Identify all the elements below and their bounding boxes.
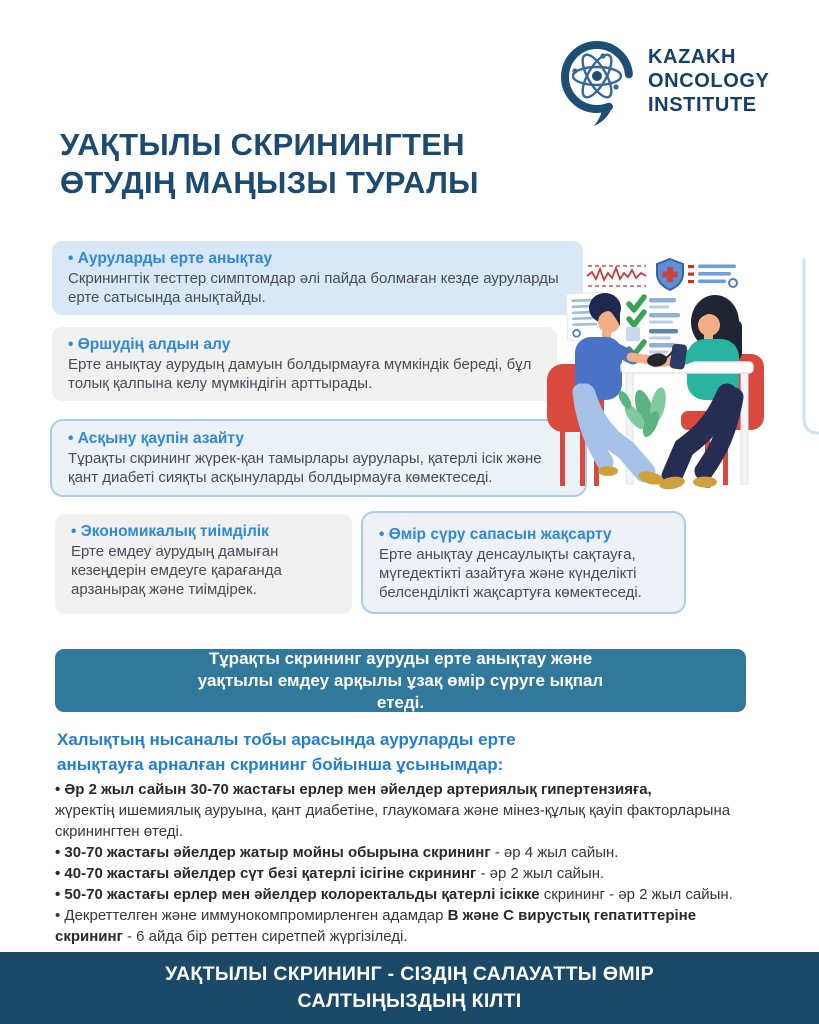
conclusion-banner: Тұрақты скрининг ауруды ерте анықтау және уақтылы емдеу арқылы ұзақ өмір сүруге ықпал етеді.	[55, 649, 746, 712]
report-list-icon	[688, 265, 737, 288]
recommendations-heading: Халықтың нысаналы тобы арасында ауруларды ерте анықтауға арналған скрининг бойынша ұсынымдар:	[57, 730, 516, 774]
list-item-bold: • 40-70 жастағы әйелдер сүт безі қатерлі ісігіне скрининг	[55, 865, 477, 882]
list-item	[55, 863, 755, 884]
list-item	[55, 905, 755, 947]
list-item	[55, 842, 755, 863]
patient-figure	[658, 295, 742, 491]
card-title: • Экономикалық тиімділік	[71, 523, 269, 540]
screening-illustration	[545, 242, 819, 492]
logo-line-1: KAZAKH	[648, 46, 737, 68]
logo-text	[648, 45, 769, 117]
list-item-text: - әр 2 жыл сайын.	[476, 865, 605, 882]
benefit-card-early-detection	[52, 241, 583, 315]
list-item-bold: • 30-70 жастағы әйелдер жатыр мойны обырына скрининг	[55, 844, 491, 861]
recommendations-list	[55, 779, 755, 947]
list-item-text: жүректің ишемиялық ауруына, қант диабетіне, глаукомаға және мінез-құлық қауіп факторларына скринингтен өтеді.	[55, 802, 731, 840]
ecg-icon	[587, 266, 646, 286]
card-body: Ерте емдеу аурудың дамыған кезеңдерін емдеуге қарағанда арзанырақ және тиімдірек.	[71, 543, 282, 598]
card-body: Ерте анықтау аурудың дамуын болдырмауға мүмкіндік береді, бұл толық қалпына келу мүмкіндігін арттырады.	[68, 356, 532, 392]
list-item-text: скрининг - әр 2 жыл сайын.	[539, 886, 733, 903]
benefit-card-risk-reduction	[50, 419, 587, 497]
checklist-icon	[626, 297, 680, 355]
logo-line-3: INSTITUTE	[648, 94, 757, 116]
card-body: Ерте анықтау денсаулықты сақтауға, мүгедектікті азайтуға және күнделікті белсенділікті жақсартуға көмектеседі.	[379, 546, 642, 601]
atom-swoosh-icon	[556, 34, 638, 128]
shield-cross-icon	[657, 259, 683, 290]
benefit-card-economic	[55, 514, 352, 614]
benefit-card-prevention	[52, 327, 557, 401]
list-item	[55, 779, 755, 842]
title-line-1: УАҚТЫЛЫ СКРИНИНГТЕН	[60, 127, 465, 162]
benefit-card-quality-of-life	[361, 511, 686, 614]
card-title: • Өмір сүру сапасын жақсарту	[379, 526, 612, 543]
list-item-bold: • Әр 2 жыл сайын 30-70 жастағы ерлер мен әйелдер артериялық гипертензияға,	[55, 781, 652, 798]
list-item-text: - 6 айда бір реттен сиретпей жүргізіледі.	[122, 928, 408, 945]
list-item	[55, 884, 755, 905]
logo	[556, 34, 769, 128]
list-item-bold: В және С вирустық гепатиттеріне скрининг	[55, 907, 697, 945]
card-title: • Ауруларды ерте анықтау	[68, 250, 273, 267]
card-title: • Өршудің алдын алу	[68, 336, 231, 353]
list-item-text: - әр 4 жыл сайын.	[490, 844, 619, 861]
list-item-text: • Декреттелген және иммунокомпромирленген адамдар	[55, 907, 448, 924]
title-line-2: ӨТУДІҢ МАҢЫЗЫ ТУРАЛЫ	[60, 165, 479, 200]
wall-deco-line	[804, 260, 818, 433]
card-title: • Асқыну қаупін азайту	[68, 430, 245, 447]
card-body: Скринингтік тесттер симптомдар әлі пайда болмаған кезде ауруларды ерте сатысында анықтайды.	[68, 270, 559, 306]
card-body: Тұрақты скрининг жүрек-қан тамырлары аурулары, қатерлі ісік және қант диабеті сияқты асқынуларды болдырмауға көмектеседі.	[68, 450, 542, 486]
page-title	[60, 126, 479, 202]
footer-slogan: УАҚТЫЛЫ СКРИНИНГ - СІЗДІҢ САЛАУАТТЫ ӨМІР САЛТЫҢЫЗДЫҢ КІЛТІ	[0, 952, 819, 1024]
logo-line-2: ONCOLOGY	[648, 70, 770, 92]
list-item-bold: • 50-70 жастағы ерлер мен әйелдер колоректальды қатерлі ісікке	[55, 886, 540, 903]
plant	[616, 386, 668, 439]
